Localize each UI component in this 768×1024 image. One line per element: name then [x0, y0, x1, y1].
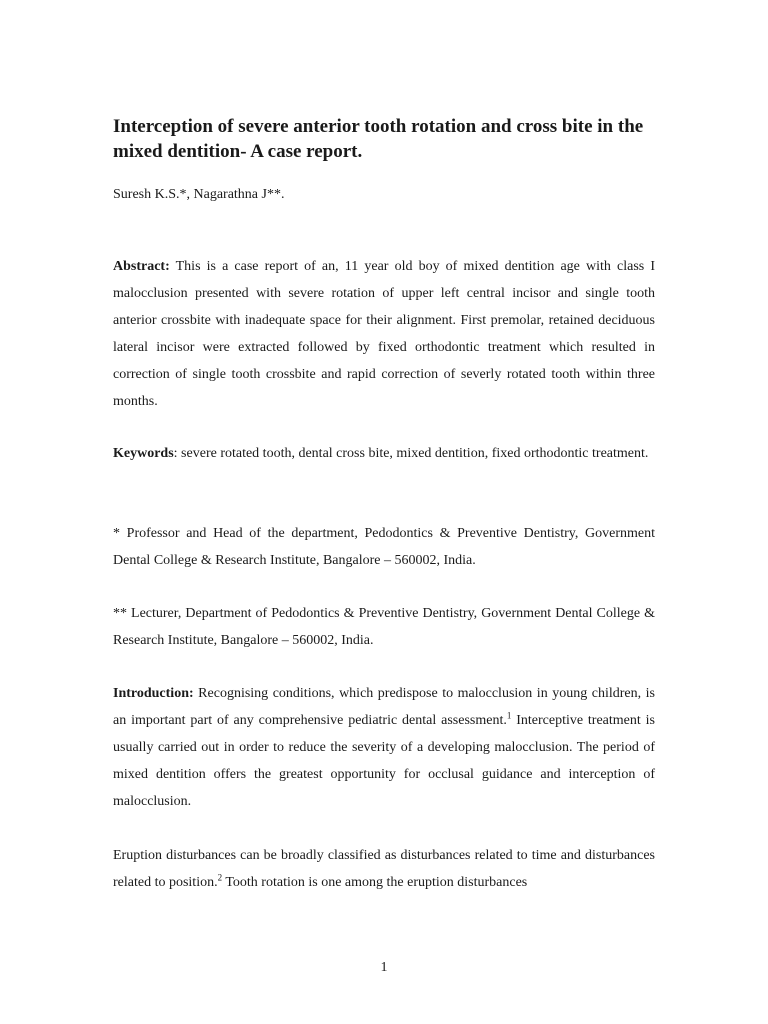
eruption-text-1: Eruption disturbances can be broadly classified as disturbances related to time and disturbances related to position.: [113, 848, 655, 890]
abstract-paragraph: [113, 253, 655, 415]
introduction-label: Introduction:: [113, 686, 194, 701]
page-number: 1: [380, 960, 388, 975]
eruption-text-2: Tooth rotation is one among the eruption disturbances: [222, 875, 528, 890]
author-line: Suresh K.S.*, Nagarathna J**.: [113, 187, 285, 202]
abstract-text: This is a case report of an, 11 year old boy of mixed dentition age with class I malocclusion presented with severe rotation of upper left central incisor and single tooth anterior crossbite with inadequate space for their alignment. First premolar, retained deciduous lateral incisor were extracted followed by fixed orthodontic treatment which resulted in correction of single tooth crossbite and rapid correction of severly rotated tooth within three months.: [113, 259, 655, 409]
keywords-text: : severe rotated tooth, dental cross bite, mixed dentition, fixed orthodontic treatment.: [173, 446, 649, 461]
introduction-text-2: Interceptive treatment is usually carried out in order to reduce the severity of a developing malocclusion. The period of mixed dentition offers the greatest opportunity for occlusal guidance and interception of malocclusion.: [113, 713, 655, 809]
keywords-label: Keywords: [113, 446, 174, 461]
keywords-paragraph: [113, 440, 655, 467]
affiliation-professor: * Professor and Head of the department, Pedodontics & Preventive Dentistry, Government Dental College & Research Institute, Bangalore – 560002, India.: [113, 526, 655, 568]
reference-superscript-2: 2: [217, 872, 223, 883]
eruption-paragraph: [113, 842, 655, 896]
document-page: [113, 0, 655, 1024]
affiliation-lecturer: ** Lecturer, Department of Pedodontics & Preventive Dentistry, Government Dental College & Research Institute, Bangalore – 560002, India.: [113, 606, 655, 648]
reference-superscript-1: 1: [506, 710, 512, 721]
abstract-label: Abstract:: [113, 259, 170, 274]
introduction-text-1: Recognising conditions, which predispose to malocclusion in young children, is an important part of any comprehensive pediatric dental assessment.: [113, 686, 655, 728]
introduction-paragraph: [113, 680, 655, 815]
paper-title: Interception of severe anterior tooth rotation and cross bite in the mixed dentition- A case report.: [113, 116, 644, 162]
